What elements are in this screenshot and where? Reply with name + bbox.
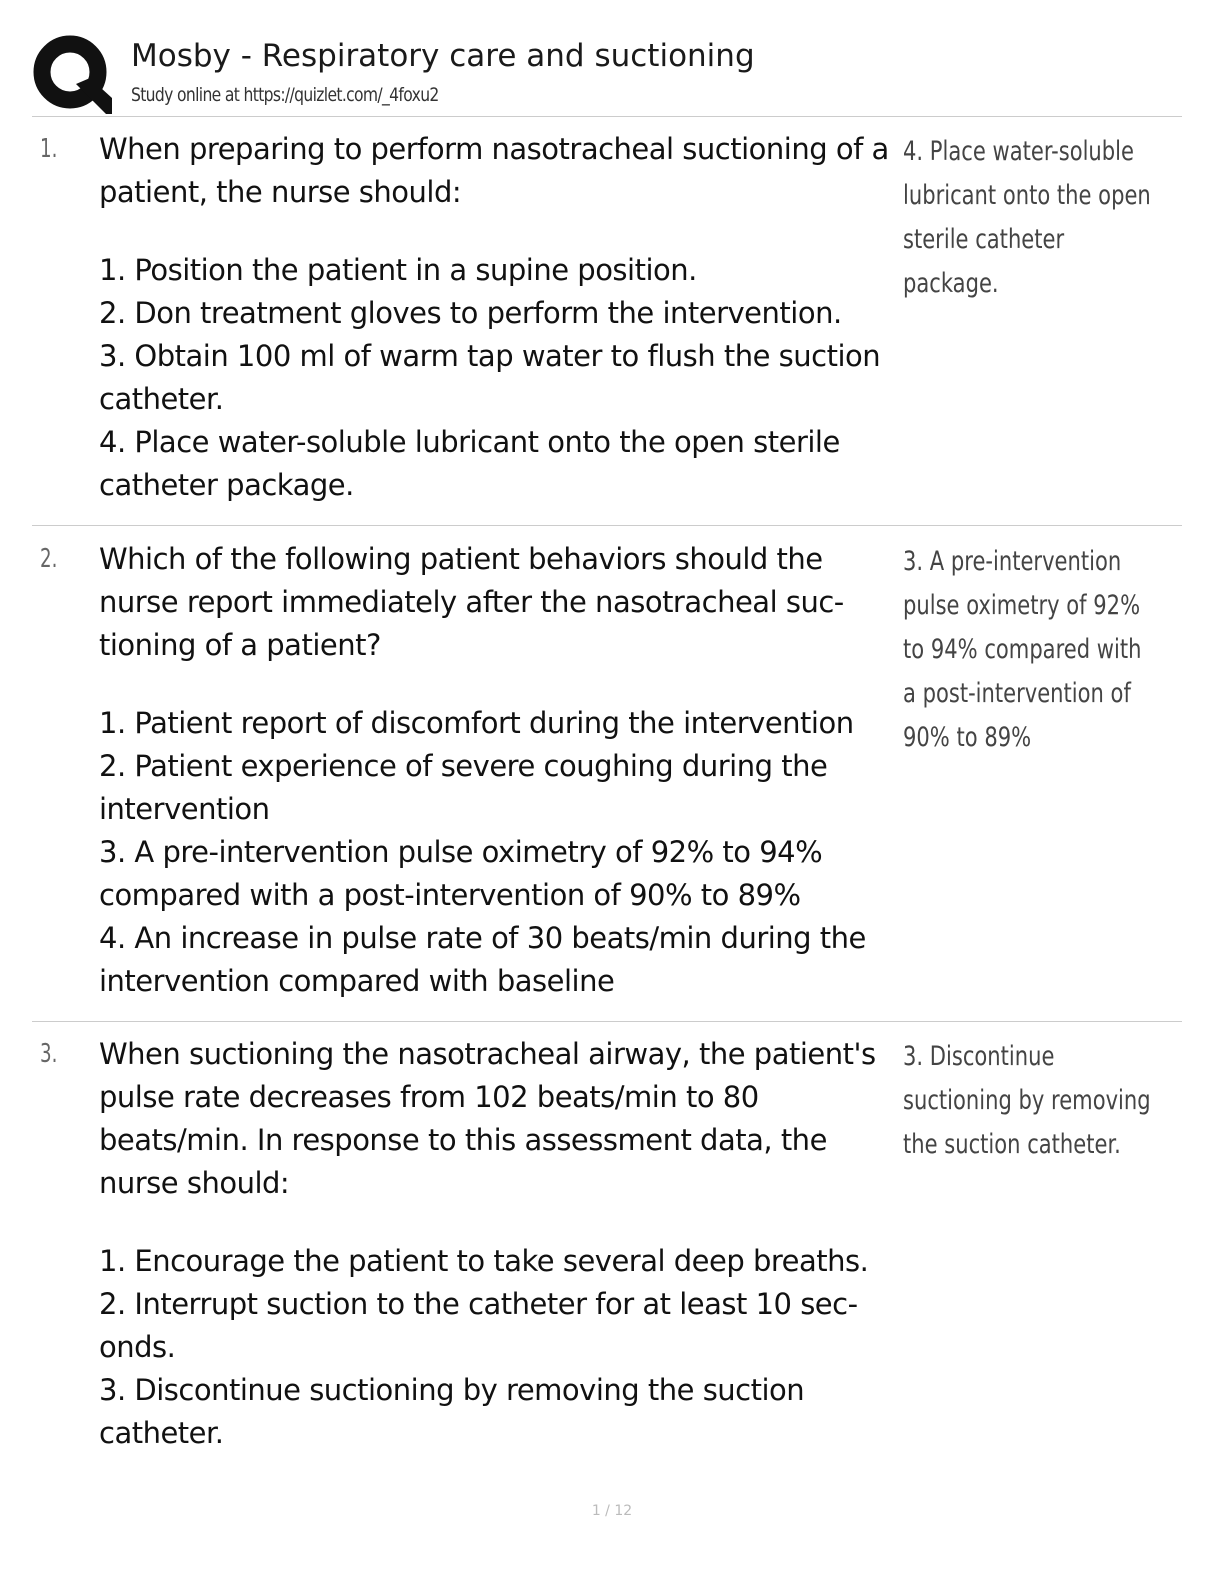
option-item: 1. Position the patient in a supine position. (99, 253, 697, 287)
card-question (99, 1033, 899, 1455)
option-item: 3. Discontinue suctioning by removing the suction catheter. (99, 1373, 805, 1450)
card-divider (32, 525, 1182, 526)
option-item: 2. Patient experience of severe coughing during the intervention (99, 749, 828, 826)
question-stem: When suctioning the nasotracheal airway, the patient's pulse rate decreases from 102 beats/min to 80 beats/min. In response to this assessment data, the nurse should: (99, 1037, 876, 1200)
option-list (99, 249, 899, 507)
flashcard-3 (32, 1033, 1182, 1463)
option-item: 3. A pre-intervention pulse oximetry of 92% to 94% compared with a post-intervention of 90% to 89% (99, 835, 823, 912)
question-stem: When preparing to perform nasotracheal suctioning of a patient, the nurse should: (99, 132, 889, 209)
quizlet-q-logo-icon (32, 34, 112, 114)
document-title: Mosby - Respiratory care and suctioning (131, 38, 755, 74)
page-number: 1 / 12 (591, 1503, 633, 1519)
card-number: 1. (40, 134, 58, 164)
option-item: 1. Encourage the patient to take several deep breaths. (99, 1244, 869, 1278)
option-item: 4. Place water-soluble lubricant onto the open sterile catheter package. (99, 425, 840, 502)
option-list (99, 702, 899, 1003)
option-list (99, 1240, 899, 1455)
page-header (32, 34, 1182, 116)
card-number: 2. (40, 544, 58, 574)
option-item: 4. An increase in pulse rate of 30 beats/min during the intervention compared with baseline (99, 921, 866, 998)
flashcard-1 (32, 128, 1182, 513)
option-item: 2. Interrupt suction to the catheter for at least 10 seconds. (99, 1287, 859, 1364)
card-number: 3. (40, 1039, 58, 1069)
study-online-link[interactable]: Study online at https://quizlet.com/_4foxu2 (131, 84, 439, 106)
option-item: 1. Patient report of discomfort during the intervention (99, 706, 854, 740)
card-answer: 3. A pre-intervention pulse oximetry of 92% to 94% compared with a post-intervention of 90% to 89% (903, 546, 1142, 753)
option-item: 2. Don treatment gloves to perform the intervention. (99, 296, 842, 330)
option-item: 3. Obtain 100 ml of warm tap water to flush the suction catheter. (99, 339, 881, 416)
card-question (99, 128, 899, 507)
card-answer: 4. Place water-soluble lubricant onto the open sterile catheter package. (903, 136, 1151, 299)
question-stem: Which of the following patient behaviors should the nurse report immediately after the nasotracheal suctioning of a patient? (99, 542, 845, 662)
card-answer: 3. Discontinue suctioning by removing the suction catheter. (903, 1041, 1151, 1160)
card-divider (32, 1021, 1182, 1022)
card-question (99, 538, 899, 1003)
flashcard-2 (32, 538, 1182, 1008)
header-divider (32, 116, 1182, 117)
